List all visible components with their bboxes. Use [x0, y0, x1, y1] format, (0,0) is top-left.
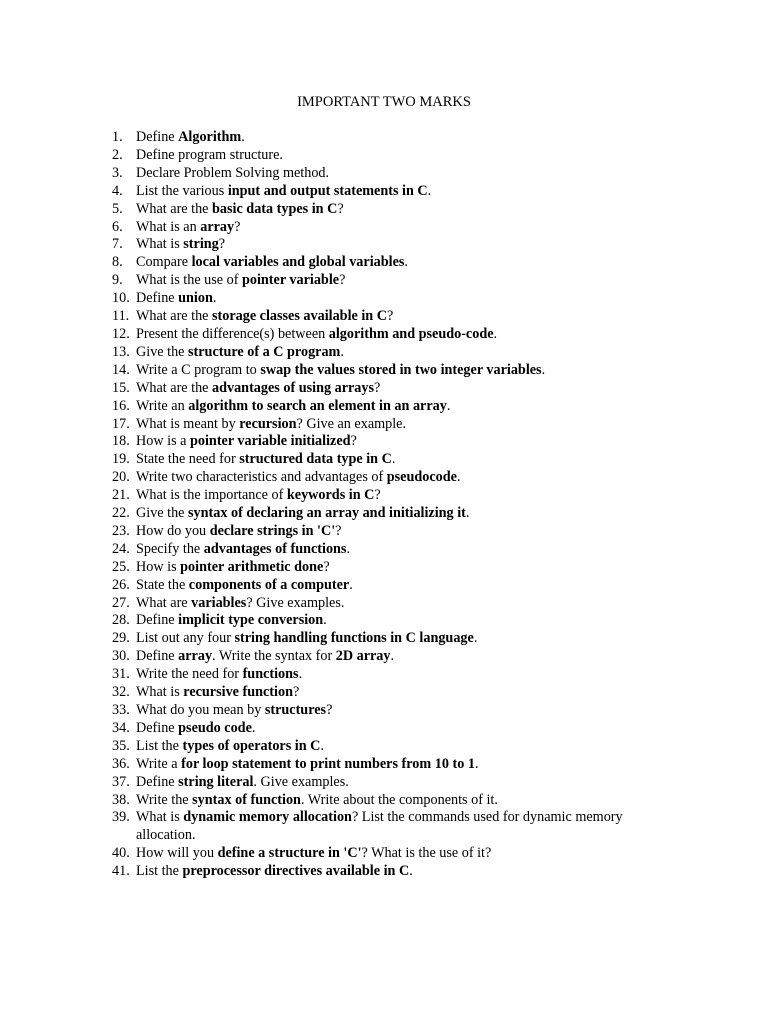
question-text-segment: What is an — [136, 218, 201, 235]
question-text-segment: Define program structure. — [136, 146, 283, 163]
question-item — [0, 201, 656, 219]
question-text-segment: What are the — [136, 308, 213, 325]
question-item — [0, 863, 656, 881]
question-keyword: structure of a C program — [188, 343, 341, 360]
question-number: 7. — [112, 236, 123, 253]
question-text — [136, 648, 394, 664]
question-text-segment: Give the — [136, 343, 189, 360]
question-text-segment: Define — [136, 773, 179, 790]
question-text-segment: . Give examples. — [253, 773, 349, 790]
question-text — [136, 380, 380, 396]
question-item — [0, 129, 656, 147]
question-text-segment: Define — [136, 612, 179, 629]
question-text-segment: What are — [136, 594, 192, 611]
question-keyword: basic data types in C — [212, 200, 338, 217]
question-text — [136, 720, 255, 736]
question-item — [0, 505, 656, 523]
question-text — [136, 487, 381, 503]
question-number: 12. — [112, 325, 130, 342]
question-item — [0, 165, 656, 183]
question-text — [136, 523, 341, 539]
question-text — [136, 254, 408, 270]
question-text — [136, 308, 393, 324]
question-item — [0, 809, 656, 845]
question-keyword: swap the values stored in two integer variables — [260, 361, 542, 378]
question-item — [0, 380, 656, 398]
question-text — [136, 290, 216, 306]
question-keyword: recursive function — [183, 684, 293, 701]
question-text-segment: Define — [136, 129, 179, 145]
question-keyword: union — [178, 290, 213, 307]
question-text-segment: Declare Problem Solving method. — [136, 164, 330, 181]
question-number: 21. — [112, 487, 130, 504]
question-item — [0, 362, 656, 380]
question-number: 11. — [112, 308, 130, 325]
question-list — [0, 129, 768, 881]
question-number: 1. — [112, 129, 123, 145]
question-text-segment: What are the — [136, 200, 213, 217]
question-text — [136, 792, 498, 808]
question-text — [136, 595, 344, 611]
question-text-segment: What is the use of — [136, 272, 242, 289]
question-text-segment: How is a — [136, 433, 190, 450]
question-item — [0, 326, 656, 344]
question-item — [0, 469, 656, 487]
question-number: 32. — [112, 684, 130, 701]
question-keyword: pointer variable initialized — [190, 433, 351, 450]
question-text-segment: . — [473, 630, 478, 647]
question-number: 24. — [112, 540, 130, 557]
question-text — [136, 756, 479, 772]
question-text — [136, 416, 406, 432]
question-text-segment: ? — [335, 522, 342, 539]
question-text-segment: ? What is the use of it? — [361, 845, 492, 862]
question-text-segment: Specify the — [136, 540, 204, 557]
question-item — [0, 559, 656, 577]
question-text-segment: Write an — [136, 397, 189, 414]
question-keyword: Algorithm — [178, 129, 242, 145]
question-text-segment: ? — [386, 308, 394, 325]
question-item — [0, 147, 656, 165]
question-keyword: for loop statement to print numbers from 10 to 1 — [181, 755, 475, 772]
question-text-segment: . — [323, 612, 327, 629]
question-text — [136, 219, 240, 235]
question-number: 3. — [112, 164, 123, 181]
question-text — [136, 630, 477, 646]
question-item — [0, 738, 656, 756]
question-text — [136, 183, 431, 199]
question-text-segment: Define — [136, 290, 179, 307]
question-keyword: pseudocode — [386, 469, 457, 486]
question-text — [136, 774, 349, 790]
question-text — [136, 344, 344, 360]
question-text-segment: List the — [136, 863, 183, 880]
question-text-segment: . — [390, 648, 395, 665]
question-number: 26. — [112, 576, 130, 593]
question-text-segment: ? List the commands used for dynamic memory allocation. — [136, 809, 623, 844]
question-keyword: algorithm and pseudo-code — [328, 325, 494, 342]
question-number: 25. — [112, 558, 130, 575]
question-item — [0, 416, 656, 434]
question-text-segment: State the — [136, 576, 189, 593]
question-item — [0, 845, 656, 863]
question-number: 19. — [112, 451, 130, 468]
question-text — [136, 738, 324, 754]
question-text-segment: Compare — [136, 254, 192, 271]
question-text-segment: ? — [350, 433, 357, 450]
question-keyword: array — [178, 648, 213, 665]
question-item — [0, 792, 656, 810]
question-text-segment: Define — [136, 719, 179, 736]
question-number: 29. — [112, 630, 130, 647]
question-item — [0, 487, 656, 505]
question-keyword: algorithm to search an element in an array — [188, 397, 447, 414]
question-item — [0, 666, 656, 684]
question-text-segment: . Write the syntax for — [212, 648, 336, 665]
question-keyword: advantages of using arrays — [212, 379, 375, 396]
question-number: 20. — [112, 469, 130, 486]
question-text-segment: . — [349, 576, 353, 593]
question-item — [0, 541, 656, 559]
question-number: 27. — [112, 594, 130, 611]
question-item — [0, 612, 656, 630]
question-text-segment: ? — [337, 200, 344, 217]
question-text-segment: Write a — [136, 755, 182, 772]
question-text-segment: ? — [218, 236, 226, 253]
question-keyword: structures — [264, 702, 327, 718]
question-keyword: input and output statements in C — [227, 182, 428, 199]
question-item — [0, 630, 656, 648]
question-number: 16. — [112, 397, 130, 414]
question-item — [0, 308, 656, 326]
question-item — [0, 756, 656, 774]
question-item — [0, 523, 656, 541]
question-text-segment: What is — [136, 684, 184, 701]
question-number: 14. — [112, 361, 130, 378]
question-number: 22. — [112, 505, 130, 522]
question-text — [136, 451, 395, 467]
question-item — [0, 648, 656, 666]
question-text-segment: Write the need for — [136, 666, 243, 683]
question-item — [0, 451, 656, 469]
question-number: 6. — [112, 218, 123, 235]
question-item — [0, 774, 656, 792]
question-number: 35. — [112, 737, 130, 754]
question-text — [136, 809, 623, 843]
question-text — [136, 684, 299, 700]
question-text-segment: Define — [136, 648, 179, 665]
question-text-segment: . — [241, 129, 245, 145]
question-text — [136, 559, 330, 575]
question-text — [136, 129, 245, 145]
question-keyword: structured data type in C — [239, 451, 392, 468]
question-number: 17. — [112, 415, 130, 432]
question-keyword: pointer variable — [241, 272, 340, 289]
question-keyword: advantages of functions — [203, 540, 347, 557]
question-number: 31. — [112, 666, 130, 683]
question-text-segment: Write two characteristics and advantages of — [136, 469, 387, 486]
question-keyword: array — [200, 218, 235, 235]
question-item — [0, 254, 656, 272]
question-keyword: variables — [191, 594, 247, 611]
question-text-segment: State the need for — [136, 451, 240, 468]
question-item — [0, 702, 656, 720]
question-number: 37. — [112, 773, 130, 790]
question-keyword: recursion — [239, 415, 297, 432]
question-text-segment: ? — [374, 487, 381, 504]
question-number: 28. — [112, 612, 130, 629]
question-text-segment: ? — [374, 379, 381, 396]
question-number: 23. — [112, 522, 130, 539]
question-text-segment: . — [212, 290, 217, 307]
question-text — [136, 505, 469, 521]
question-item — [0, 219, 656, 237]
question-text-segment: ? — [326, 702, 333, 718]
question-keyword: keywords in C — [286, 487, 375, 504]
question-text-segment: List the — [136, 737, 183, 754]
question-item — [0, 684, 656, 702]
question-text-segment: . — [404, 254, 408, 271]
question-number: 5. — [112, 200, 123, 217]
question-item — [0, 236, 656, 254]
question-number: 4. — [112, 182, 123, 199]
question-text — [136, 236, 225, 252]
question-text-segment: ? — [339, 272, 346, 289]
question-item — [0, 183, 656, 201]
question-keyword: dynamic memory allocation — [183, 809, 352, 826]
question-keyword: declare strings in 'C' — [209, 522, 336, 539]
question-number: 39. — [112, 809, 130, 826]
question-text — [136, 201, 344, 217]
question-keyword: types of operators in C — [182, 737, 321, 754]
question-number: 2. — [112, 146, 123, 163]
question-text-segment: . — [391, 451, 396, 468]
question-keyword: define a structure in 'C' — [217, 845, 362, 862]
question-number: 36. — [112, 755, 130, 772]
question-keyword: storage classes available in C — [212, 308, 387, 325]
question-text-segment: What is — [136, 236, 184, 253]
question-text-segment: List the various — [136, 182, 228, 199]
question-keyword: local variables and global variables — [191, 254, 405, 271]
question-number: 10. — [112, 290, 130, 307]
question-number: 40. — [112, 845, 130, 862]
question-text-segment: ? Give examples. — [246, 594, 345, 611]
question-text-segment: . — [446, 397, 451, 414]
question-text — [136, 863, 413, 879]
question-number: 13. — [112, 343, 130, 360]
question-text-segment: Give the — [136, 505, 189, 522]
question-number: 15. — [112, 379, 130, 396]
question-item — [0, 344, 656, 362]
question-number: 38. — [112, 791, 130, 808]
question-text-segment: What is meant by — [136, 415, 240, 432]
question-keyword: 2D array — [335, 648, 391, 665]
question-text — [136, 362, 545, 378]
question-number: 34. — [112, 719, 130, 736]
question-text-segment: ? Give an example. — [296, 415, 407, 432]
question-keyword: syntax of declaring an array and initializing it — [188, 505, 466, 522]
question-text-segment: List out any four — [136, 630, 235, 647]
question-text-segment: . — [465, 505, 470, 522]
question-text-segment: How will you — [136, 845, 218, 862]
question-keyword: string literal — [178, 773, 254, 790]
question-item — [0, 398, 656, 416]
question-text-segment: . — [474, 755, 479, 772]
question-text — [136, 272, 345, 288]
question-number: 18. — [112, 433, 130, 450]
question-text — [136, 469, 460, 485]
question-number: 41. — [112, 863, 130, 880]
question-item — [0, 595, 656, 613]
question-text-segment: ? — [292, 684, 300, 701]
question-text-segment: . — [493, 325, 498, 342]
question-keyword: preprocessor directives available in C — [182, 863, 410, 880]
question-keyword: components of a computer — [188, 576, 350, 593]
question-text — [136, 165, 329, 181]
question-text-segment: What are the — [136, 379, 213, 396]
question-item — [0, 720, 656, 738]
question-text-segment: Write a C program to — [136, 361, 261, 378]
question-keyword: implicit type conversion — [178, 612, 324, 629]
question-text-segment: What is the importance of — [136, 487, 287, 504]
question-text-segment: What is — [136, 809, 184, 826]
question-text — [136, 147, 283, 163]
question-keyword: functions — [242, 666, 299, 683]
question-text-segment: . — [346, 540, 350, 557]
question-keyword: syntax of function — [192, 791, 301, 808]
question-text — [136, 326, 497, 342]
question-text-segment: What do you mean by — [136, 702, 265, 718]
question-number: 9. — [112, 272, 123, 289]
question-number: 30. — [112, 648, 130, 665]
question-text — [136, 433, 357, 449]
question-number: 33. — [112, 702, 130, 718]
question-text-segment: . — [409, 863, 413, 880]
page-title: IMPORTANT TWO MARKS — [297, 94, 471, 110]
question-text — [136, 541, 350, 557]
question-text-segment: . — [456, 469, 461, 486]
question-text-segment: Write the — [136, 791, 193, 808]
question-keyword: pointer arithmetic done — [180, 558, 324, 575]
question-text-segment: How is — [136, 558, 181, 575]
question-item — [0, 433, 656, 451]
question-text-segment: . — [340, 343, 344, 360]
question-item — [0, 577, 656, 595]
question-item — [0, 272, 656, 290]
question-text-segment: How do you — [136, 522, 210, 539]
question-text-segment: ? — [234, 218, 241, 235]
question-text — [136, 702, 332, 718]
question-text-segment: . — [298, 666, 303, 683]
question-text — [136, 845, 491, 861]
question-text-segment: . — [541, 361, 546, 378]
question-text-segment: ? — [323, 558, 330, 575]
question-text — [136, 577, 353, 593]
question-text-segment: . Write about the components of it. — [300, 791, 498, 808]
question-text-segment: Present the difference(s) between — [136, 325, 329, 342]
question-keyword: string — [183, 236, 219, 253]
question-keyword: pseudo code — [178, 719, 252, 736]
question-text — [136, 666, 302, 682]
question-item — [0, 290, 656, 308]
question-text-segment: . — [427, 182, 432, 199]
question-text — [136, 612, 327, 628]
question-keyword: string handling functions in C language — [234, 630, 474, 647]
question-text-segment: . — [251, 719, 256, 736]
question-text-segment: . — [320, 737, 324, 754]
question-text — [136, 398, 450, 414]
question-number: 8. — [112, 254, 123, 271]
